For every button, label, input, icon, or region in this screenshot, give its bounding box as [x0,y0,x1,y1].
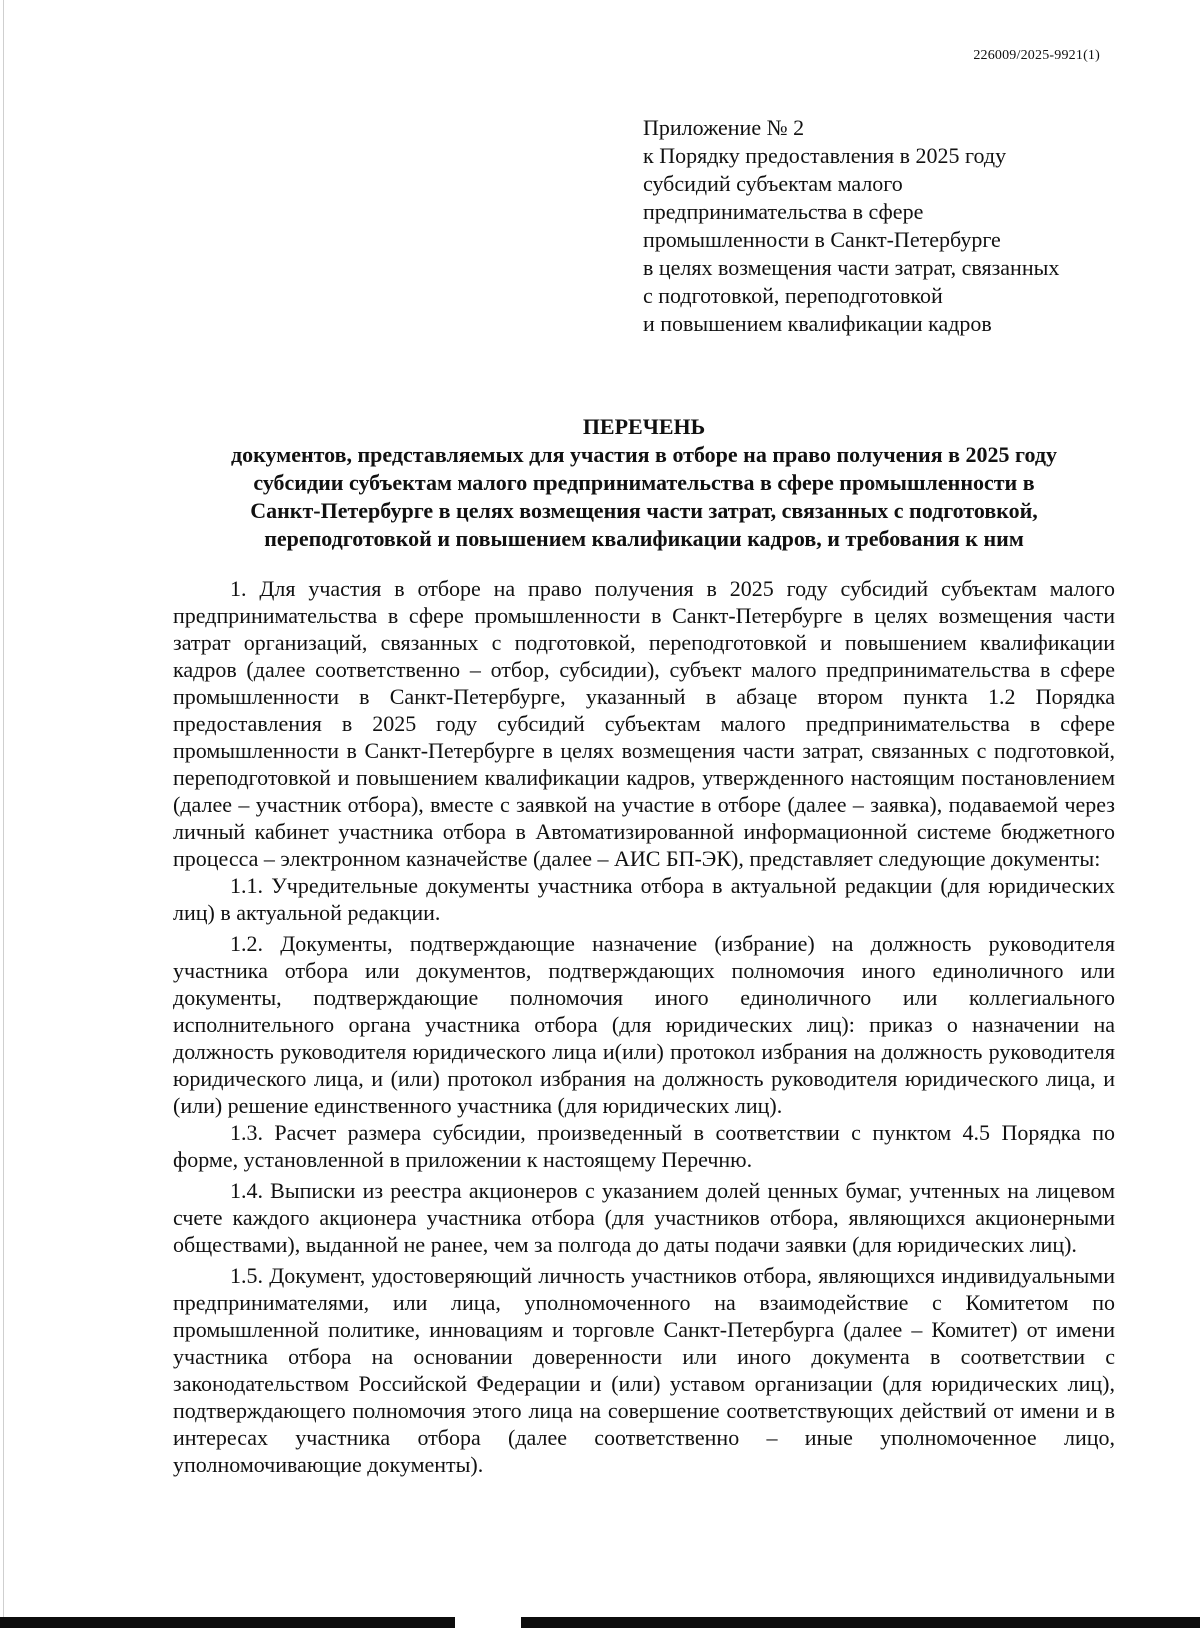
paragraph-1-1: 1.1. Учредительные документы участника отбора в актуальной редакции (для юридических лиц) в актуальной редакции. [173,873,1115,925]
paragraph-1-3: 1.3. Расчет размера субсидии, произведенный в соответствии с пунктом 4.5 Порядка по форме, установленной в приложении к настоящему Перечню. [173,1120,1115,1172]
subtitle-line: документов, представляемых для участия в отборе на право получения в 2025 году [231,442,1057,467]
paragraph-1: 1. Для участия в отборе на право получения в 2025 году субсидий субъектам малого предпринимательства в сфере промышленности в Санкт-Петербурге в целях возмещения части затрат организаций, связанных с подготовкой, переподготовкой и повышением квалификации кадров (далее соответственно – отбор, субсидии), субъект малого предпринимательства в сфере промышленности в Санкт-Петербурге, указанный в абзаце втором пункта 1.2 Порядка предоставления в 2025 году субсидий субъектам малого предпринимательства в сфере промышленности в Санкт-Петербурге в целях возмещения части затрат, связанных с подготовкой, переподготовкой и повышением квалификации кадров, утвержденного настоящим постановлением (далее – участник отбора), вместе с заявкой на участие в отборе (далее – заявка), подаваемой через личный кабинет участника отбора в Автоматизированной информационной системе бюджетного процесса – электронном казначействе (далее – АИС БП-ЭК), представляет следующие документы: [173,576,1115,871]
appendix-line: в целях возмещения части затрат, связанных [643,255,1060,280]
appendix-header [643,114,1143,338]
appendix-line: с подготовкой, переподготовкой [643,283,943,308]
paragraph-1-5: 1.5. Документ, удостоверяющий личность участников отбора, являющихся индивидуальными предпринимателями, или лица, уполномоченного на взаимодействие с Комитетом по промышленной политике, инновациям и торговле Санкт-Петербурга (далее – Комитет) от имени участника отбора на основании доверенности или иного документа в соответствии с законодательством Российской Федерации и (или) уставом организации (для юридических лиц), подтверждающего полномочия этого лица на совершение соответствующих действий от имени и в интересах участника отбора (далее соответственно – иные уполномоченное лицо, уполномочивающие документы). [173,1263,1115,1477]
appendix-line: к Порядку предоставления в 2025 году [643,143,1007,168]
subtitle-line: Санкт-Петербурге в целях возмещения части затрат, связанных с подготовкой, [250,498,1038,523]
appendix-line: промышленности в Санкт-Петербурге [643,227,1001,252]
scan-border-gap [455,1617,521,1628]
appendix-line: Приложение № 2 [643,115,805,140]
document-number: 226009/2025-9921(1) [973,48,1100,63]
paragraph-1-2: 1.2. Документы, подтверждающие назначение (избрание) на должность руководителя участника отбора или документов, подтверждающих полномочия иного единоличного или документы, подтверждающие полномочия иного единоличного или коллегиального исполнительного органа участника отбора (для юридических лиц): приказ о назначении на должность руководителя юридического лица и(или) протокол избрания на должность руководителя юридического лица, и (или) протокол избрания на должность руководителя юридического лица, и (или) решение единственного участника (для юридических лиц). [173,931,1115,1118]
document-title: ПЕРЕЧЕНЬ [582,414,706,439]
document-body [173,575,1115,1478]
paragraph-1-4: 1.4. Выписки из реестра акционеров с указанием долей ценных бумаг, учтенных на лицевом счете каждого акционера участника отбора (для участников отбора, являющихся акционерными обществами), выданной не ранее, чем за полгода до даты подачи заявки (для юридических лиц). [173,1178,1115,1257]
appendix-line: и повышением квалификации кадров [643,311,992,336]
appendix-line: субсидий субъектам малого [643,171,903,196]
subtitle-line: субсидии субъектам малого предпринимательства в сфере промышленности в [253,470,1035,495]
scan-left-edge [3,0,4,1628]
appendix-line: предпринимательства в сфере [643,199,924,224]
scan-bottom-border [0,1617,1200,1628]
subtitle-line: переподготовкой и повышением квалификации кадров, и требования к ним [264,526,1024,551]
document-title-block [160,413,1128,553]
